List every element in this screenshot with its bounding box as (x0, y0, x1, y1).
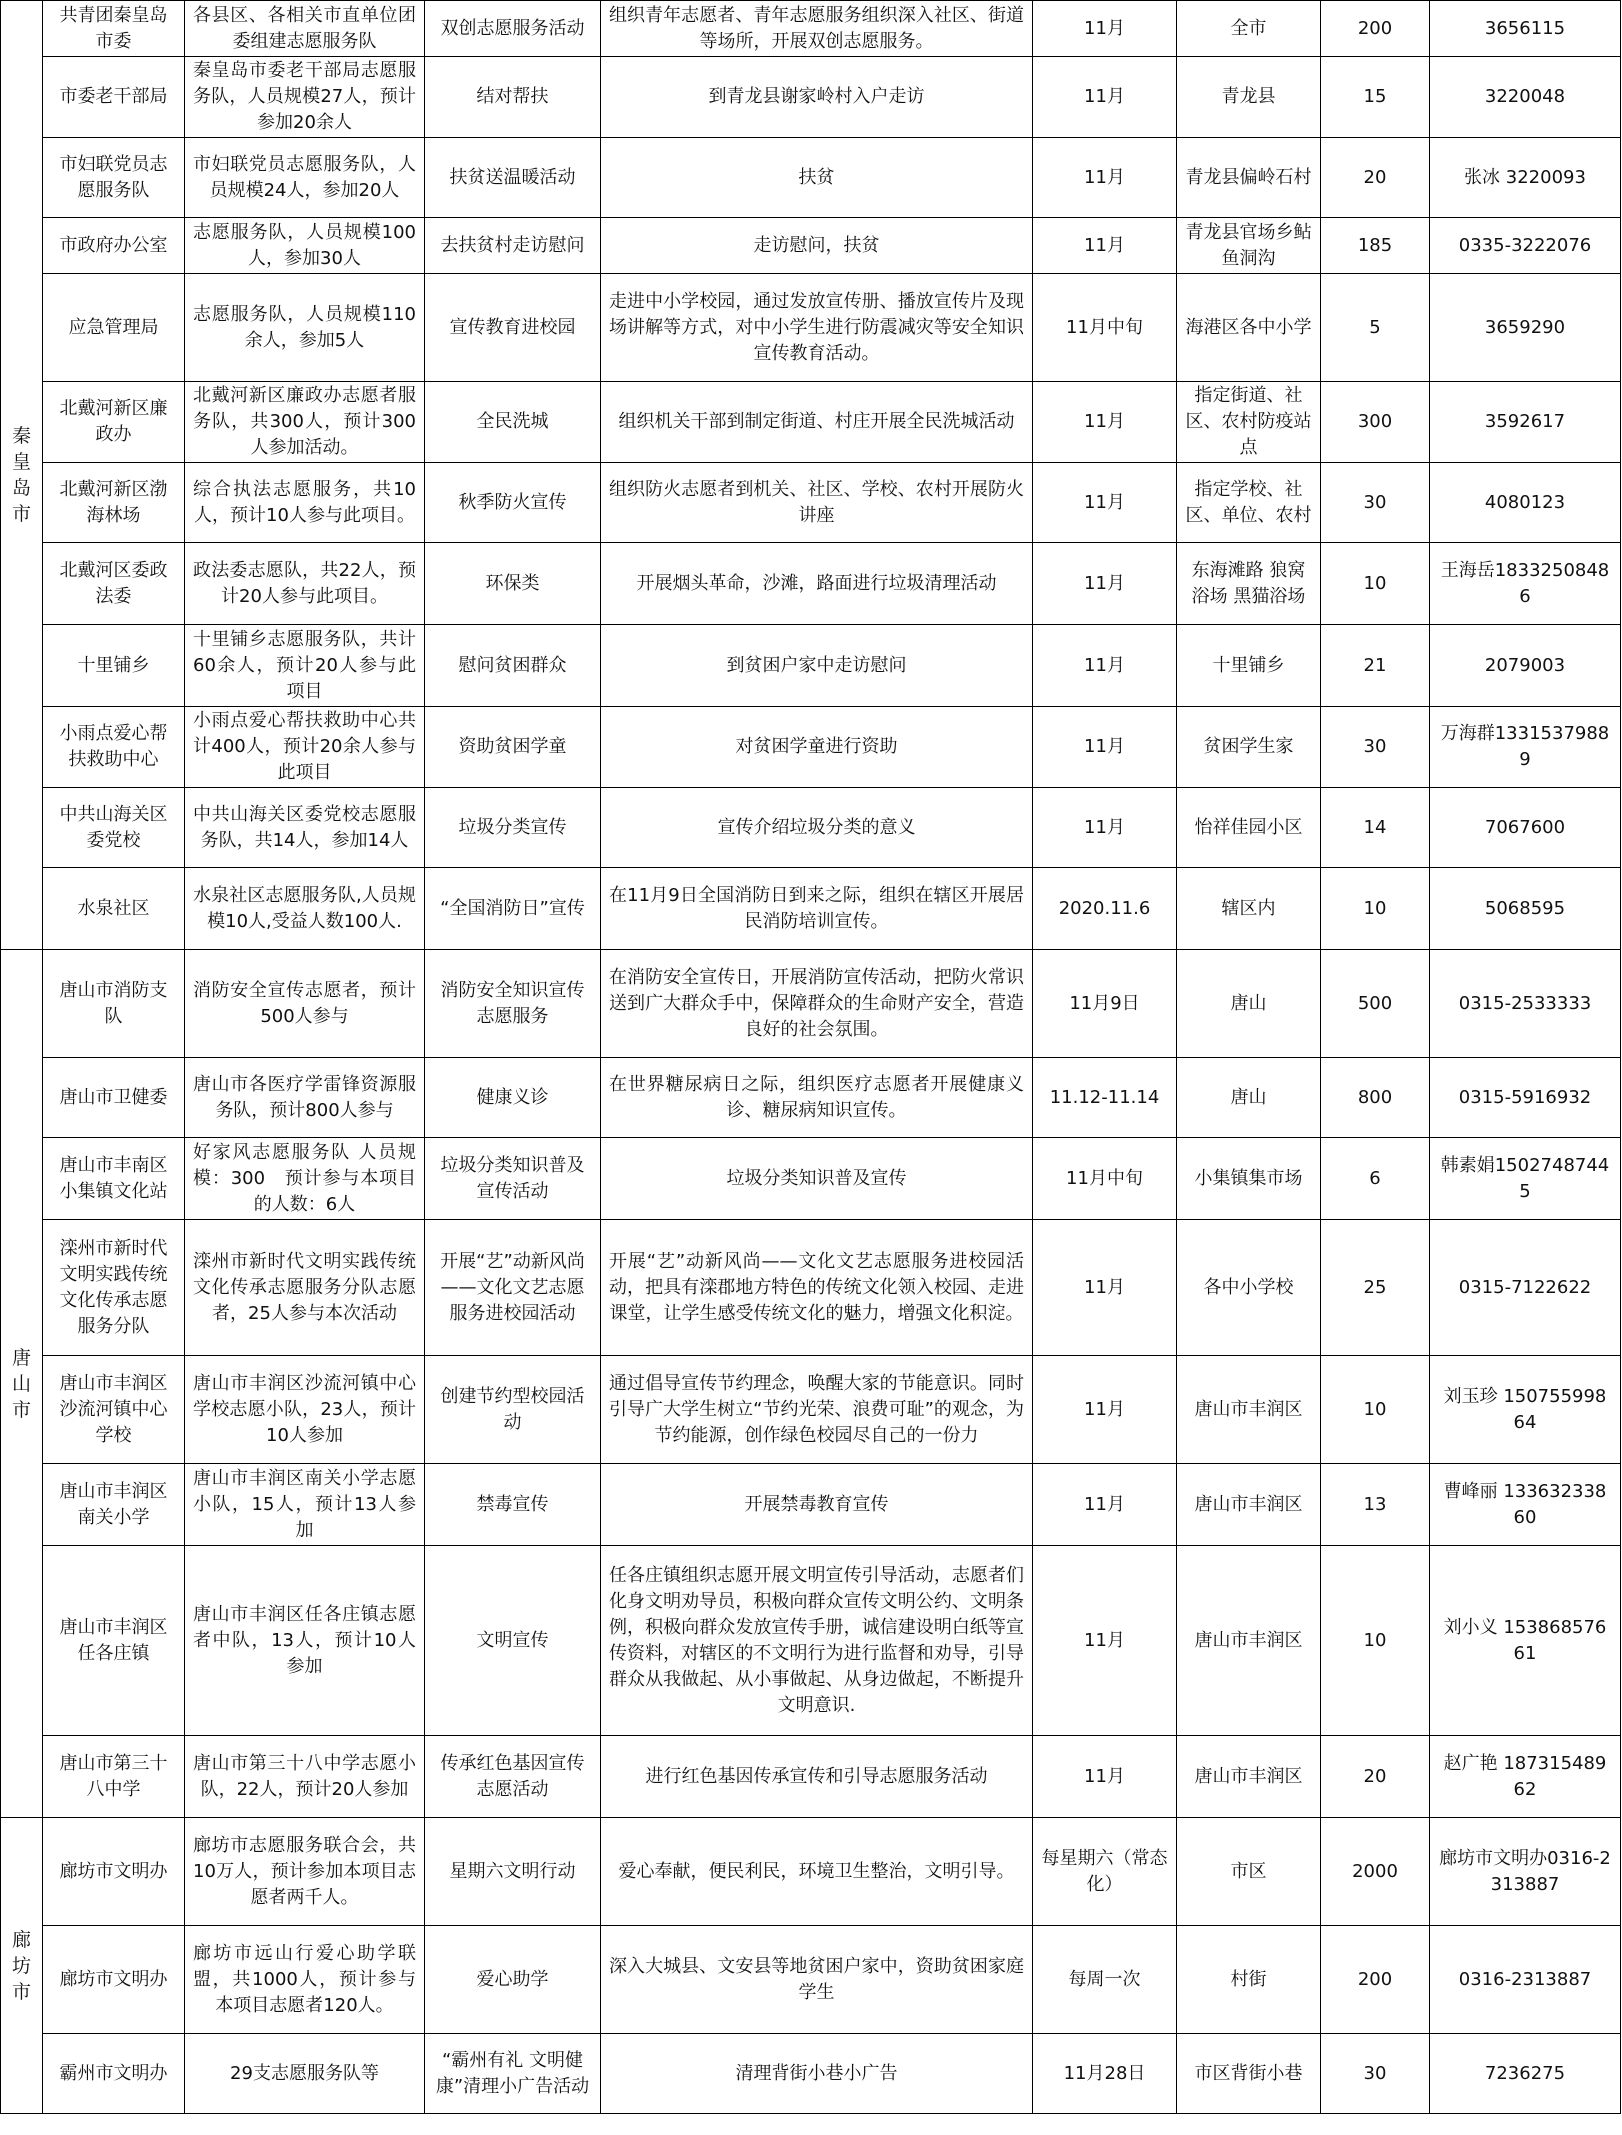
content-cell: 走访慰问，扶贫 (601, 218, 1033, 274)
participant-count-cell: 2000 (1321, 1818, 1430, 1926)
team-cell: 十里铺乡志愿服务队，共计60余人，预计20人参与此项目 (185, 625, 425, 707)
table-row (1, 2034, 1621, 2114)
participant-count-cell: 21 (1321, 625, 1430, 707)
content-cell: 垃圾分类知识普及宣传 (601, 1138, 1033, 1220)
table-row (1, 1220, 1621, 1356)
participant-count-cell: 500 (1321, 950, 1430, 1058)
table-row (1, 625, 1621, 707)
project-cell: 去扶贫村走访慰问 (425, 218, 601, 274)
contact-cell: 0315-5916932 (1430, 1058, 1621, 1138)
contact-cell: 刘玉珍 15075599864 (1430, 1356, 1621, 1464)
table-row (1, 463, 1621, 543)
team-cell: 唐山市丰润区任各庄镇志愿者中队，13人，预计10人参加 (185, 1546, 425, 1736)
place-cell: 唐山市丰润区 (1177, 1464, 1321, 1546)
time-cell: 11.12-11.14 (1033, 1058, 1177, 1138)
table-row (1, 1058, 1621, 1138)
project-cell: 资助贫困学童 (425, 707, 601, 788)
content-cell: 开展“艺”动新风尚——文化文艺志愿服务进校园活动，把具有滦郡地方特色的传统文化领入校园、走进课堂，让学生感受传统文化的魅力，增强文化积淀。 (601, 1220, 1033, 1356)
organization-cell: 北戴河区委政法委 (43, 543, 185, 625)
place-cell: 指定街道、社区、农村防疫站点 (1177, 382, 1321, 463)
organization-cell: 中共山海关区委党校 (43, 788, 185, 868)
participant-count-cell: 30 (1321, 463, 1430, 543)
contact-cell: 0335-3222076 (1430, 218, 1621, 274)
region-cell (1, 1818, 43, 2114)
team-cell: 好家风志愿服务队 人员规模：300 预计参与本项目的人数：6人 (185, 1138, 425, 1220)
organization-cell: 廊坊市文明办 (43, 1926, 185, 2034)
organization-cell: 唐山市卫健委 (43, 1058, 185, 1138)
contact-cell: 0315-2533333 (1430, 950, 1621, 1058)
time-cell: 11月 (1033, 382, 1177, 463)
team-cell: 各县区、各相关市直单位团委组建志愿服务队 (185, 1, 425, 57)
contact-cell: 3220048 (1430, 57, 1621, 138)
place-cell: 小集镇集市场 (1177, 1138, 1321, 1220)
team-cell: 滦州市新时代文明实践传统文化传承志愿服务分队志愿者，25人参与本次活动 (185, 1220, 425, 1356)
participant-count-cell: 10 (1321, 1356, 1430, 1464)
time-cell: 11月 (1033, 788, 1177, 868)
project-cell: 垃圾分类知识普及宣传活动 (425, 1138, 601, 1220)
contact-cell: 万海群13315379889 (1430, 707, 1621, 788)
organization-cell: 小雨点爱心帮扶救助中心 (43, 707, 185, 788)
place-cell: 唐山市丰润区 (1177, 1356, 1321, 1464)
team-cell: 水泉社区志愿服务队,人员规模10人,受益人数100人. (185, 868, 425, 950)
team-cell: 唐山市第三十八中学志愿小队，22人，预计20人参加 (185, 1736, 425, 1818)
participant-count-cell: 200 (1321, 1, 1430, 57)
project-cell: 全民洗城 (425, 382, 601, 463)
project-cell: 环保类 (425, 543, 601, 625)
table-row (1, 1, 1621, 57)
place-cell: 市区 (1177, 1818, 1321, 1926)
organization-cell: 霸州市文明办 (43, 2034, 185, 2114)
participant-count-cell: 20 (1321, 138, 1430, 218)
time-cell: 11月 (1033, 1220, 1177, 1356)
table-body (1, 1, 1621, 2114)
organization-cell: 唐山市第三十八中学 (43, 1736, 185, 1818)
participant-count-cell: 10 (1321, 868, 1430, 950)
time-cell: 11月 (1033, 138, 1177, 218)
region-label: 秦皇岛市 (11, 425, 31, 525)
participant-count-cell: 13 (1321, 1464, 1430, 1546)
time-cell: 11月中旬 (1033, 1138, 1177, 1220)
project-cell: 消防安全知识宣传志愿服务 (425, 950, 601, 1058)
time-cell: 每星期六（常态化） (1033, 1818, 1177, 1926)
table-row (1, 57, 1621, 138)
project-cell: 爱心助学 (425, 1926, 601, 2034)
participant-count-cell: 14 (1321, 788, 1430, 868)
team-cell: 29支志愿服务队等 (185, 2034, 425, 2114)
table-row (1, 218, 1621, 274)
project-cell: 双创志愿服务活动 (425, 1, 601, 57)
content-cell: 任各庄镇组织志愿开展文明宣传引导活动，志愿者们化身文明劝导员，积极向群众宣传文明公约、文明条例，积极向群众发放宣传手册，诚信建设明白纸等宣传资料，对辖区的不文明行为进行监督和劝导，引导群众从我做起、从小事做起、从身边做起，不断提升文明意识. (601, 1546, 1033, 1736)
contact-cell: 0315-7122622 (1430, 1220, 1621, 1356)
time-cell: 11月中旬 (1033, 274, 1177, 382)
time-cell: 11月 (1033, 1546, 1177, 1736)
place-cell: 各中小学校 (1177, 1220, 1321, 1356)
contact-cell: 韩素娟15027487445 (1430, 1138, 1621, 1220)
team-cell: 北戴河新区廉政办志愿者服务队，共300人，预计300人参加活动。 (185, 382, 425, 463)
organization-cell: 市委老干部局 (43, 57, 185, 138)
contact-cell: 刘小义 15386857661 (1430, 1546, 1621, 1736)
time-cell: 11月 (1033, 218, 1177, 274)
participant-count-cell: 10 (1321, 1546, 1430, 1736)
content-cell: 到贫困户家中走访慰问 (601, 625, 1033, 707)
place-cell: 怡祥佳园小区 (1177, 788, 1321, 868)
participant-count-cell: 10 (1321, 543, 1430, 625)
place-cell: 唐山市丰润区 (1177, 1546, 1321, 1736)
table-row (1, 1818, 1621, 1926)
table-row (1, 788, 1621, 868)
content-cell: 进行红色基因传承宣传和引导志愿服务活动 (601, 1736, 1033, 1818)
content-cell: 到青龙县谢家岭村入户走访 (601, 57, 1033, 138)
organization-cell: 北戴河新区廉政办 (43, 382, 185, 463)
place-cell: 唐山市丰润区 (1177, 1736, 1321, 1818)
participant-count-cell: 20 (1321, 1736, 1430, 1818)
contact-cell: 7236275 (1430, 2034, 1621, 2114)
content-cell: 在11月9日全国消防日到来之际，组织在辖区开展居民消防培训宣传。 (601, 868, 1033, 950)
contact-cell: 赵广艳 18731548962 (1430, 1736, 1621, 1818)
team-cell: 小雨点爱心帮扶救助中心共计400人，预计20余人参与此项目 (185, 707, 425, 788)
region-label: 廊坊市 (11, 1928, 31, 2003)
content-cell: 对贫困学童进行资助 (601, 707, 1033, 788)
project-cell: 结对帮扶 (425, 57, 601, 138)
region-cell (1, 1, 43, 950)
time-cell: 11月28日 (1033, 2034, 1177, 2114)
place-cell: 海港区各中小学 (1177, 274, 1321, 382)
organization-cell: 滦州市新时代文明实践传统文化传承志愿服务分队 (43, 1220, 185, 1356)
time-cell: 11月 (1033, 1356, 1177, 1464)
project-cell: 垃圾分类宣传 (425, 788, 601, 868)
participant-count-cell: 15 (1321, 57, 1430, 138)
contact-cell: 曹峰丽 13363233860 (1430, 1464, 1621, 1546)
contact-cell: 0316-2313887 (1430, 1926, 1621, 2034)
contact-cell: 王海岳18332508486 (1430, 543, 1621, 625)
content-cell: 组织防火志愿者到机关、社区、学校、农村开展防火讲座 (601, 463, 1033, 543)
content-cell: 扶贫 (601, 138, 1033, 218)
project-cell: 秋季防火宣传 (425, 463, 601, 543)
contact-cell: 3592617 (1430, 382, 1621, 463)
team-cell: 市妇联党员志愿服务队，人员规模24人，参加20人 (185, 138, 425, 218)
team-cell: 唐山市丰润区沙流河镇中心学校志愿小队，23人，预计10人参加 (185, 1356, 425, 1464)
team-cell: 中共山海关区委党校志愿服务队，共14人，参加14人 (185, 788, 425, 868)
project-cell: 禁毒宣传 (425, 1464, 601, 1546)
contact-cell: 5068595 (1430, 868, 1621, 950)
participant-count-cell: 30 (1321, 707, 1430, 788)
content-cell: 走进中小学校园，通过发放宣传册、播放宣传片及现场讲解等方式，对中小学生进行防震减灾等安全知识宣传教育活动。 (601, 274, 1033, 382)
content-cell: 清理背街小巷小广告 (601, 2034, 1033, 2114)
time-cell: 每周一次 (1033, 1926, 1177, 2034)
team-cell: 政法委志愿队，共22人，预计20人参与此项目。 (185, 543, 425, 625)
content-cell: 开展烟头革命，沙滩，路面进行垃圾清理活动 (601, 543, 1033, 625)
participant-count-cell: 6 (1321, 1138, 1430, 1220)
organization-cell: 唐山市丰润区沙流河镇中心学校 (43, 1356, 185, 1464)
team-cell: 唐山市各医疗学雷锋资源服务队，预计800人参与 (185, 1058, 425, 1138)
project-cell: “霸州有礼 文明健康”清理小广告活动 (425, 2034, 601, 2114)
content-cell: 组织青年志愿者、青年志愿服务组织深入社区、街道等场所，开展双创志愿服务。 (601, 1, 1033, 57)
place-cell: 唐山 (1177, 1058, 1321, 1138)
table-row (1, 382, 1621, 463)
region-label: 唐山市 (11, 1346, 31, 1421)
organization-cell: 唐山市丰南区小集镇文化站 (43, 1138, 185, 1220)
time-cell: 11月 (1033, 543, 1177, 625)
organization-cell: 廊坊市文明办 (43, 1818, 185, 1926)
table-row (1, 1356, 1621, 1464)
content-cell: 在世界糖尿病日之际，组织医疗志愿者开展健康义诊、糖尿病知识宣传。 (601, 1058, 1033, 1138)
region-cell (1, 950, 43, 1818)
organization-cell: 水泉社区 (43, 868, 185, 950)
time-cell: 11月 (1033, 1736, 1177, 1818)
contact-cell: 廊坊市文明办0316-2313887 (1430, 1818, 1621, 1926)
contact-cell: 2079003 (1430, 625, 1621, 707)
project-cell: 开展“艺”动新风尚——文化文艺志愿服务进校园活动 (425, 1220, 601, 1356)
project-cell: 宣传教育进校园 (425, 274, 601, 382)
team-cell: 消防安全宣传志愿者，预计500人参与 (185, 950, 425, 1058)
project-cell: 传承红色基因宣传志愿活动 (425, 1736, 601, 1818)
time-cell: 11月 (1033, 1464, 1177, 1546)
time-cell: 11月 (1033, 57, 1177, 138)
content-cell: 在消防安全宣传日，开展消防宣传活动，把防火常识送到广大群众手中，保障群众的生命财产安全，营造良好的社会氛围。 (601, 950, 1033, 1058)
time-cell: 11月9日 (1033, 950, 1177, 1058)
table-row (1, 1736, 1621, 1818)
team-cell: 廊坊市志愿服务联合会，共10万人，预计参加本项目志愿者两千人。 (185, 1818, 425, 1926)
table-row (1, 138, 1621, 218)
participant-count-cell: 300 (1321, 382, 1430, 463)
organization-cell: 唐山市丰润区南关小学 (43, 1464, 185, 1546)
organization-cell: 共青团秦皇岛市委 (43, 1, 185, 57)
organization-cell: 唐山市丰润区任各庄镇 (43, 1546, 185, 1736)
contact-cell: 7067600 (1430, 788, 1621, 868)
organization-cell: 北戴河新区渤海林场 (43, 463, 185, 543)
place-cell: 村街 (1177, 1926, 1321, 2034)
content-cell: 组织机关干部到制定街道、村庄开展全民洗城活动 (601, 382, 1033, 463)
team-cell: 综合执法志愿服务，共10人，预计10人参与此项目。 (185, 463, 425, 543)
contact-cell: 3656115 (1430, 1, 1621, 57)
team-cell: 志愿服务队，人员规模100人，参加30人 (185, 218, 425, 274)
time-cell: 11月 (1033, 463, 1177, 543)
place-cell: 指定学校、社区、单位、农村 (1177, 463, 1321, 543)
place-cell: 贫困学生家 (1177, 707, 1321, 788)
content-cell: 宣传介绍垃圾分类的意义 (601, 788, 1033, 868)
organization-cell: 应急管理局 (43, 274, 185, 382)
place-cell: 青龙县偏岭石村 (1177, 138, 1321, 218)
table-row (1, 274, 1621, 382)
place-cell: 东海滩路 狼窝浴场 黑猫浴场 (1177, 543, 1321, 625)
participant-count-cell: 185 (1321, 218, 1430, 274)
table-row (1, 1926, 1621, 2034)
project-cell: 创建节约型校园活动 (425, 1356, 601, 1464)
participant-count-cell: 25 (1321, 1220, 1430, 1356)
table-row (1, 1138, 1621, 1220)
content-cell: 通过倡导宣传节约理念，唤醒大家的节能意识。同时引导广大学生树立“节约光荣、浪费可耻”的观念，为节约能源，创作绿色校园尽自己的一份力 (601, 1356, 1033, 1464)
table-row (1, 1464, 1621, 1546)
contact-cell: 3659290 (1430, 274, 1621, 382)
place-cell: 市区背街小巷 (1177, 2034, 1321, 2114)
table-row (1, 950, 1621, 1058)
time-cell: 2020.11.6 (1033, 868, 1177, 950)
team-cell: 志愿服务队，人员规模110余人，参加5人 (185, 274, 425, 382)
table-row (1, 707, 1621, 788)
project-cell: “全国消防日”宣传 (425, 868, 601, 950)
time-cell: 11月 (1033, 707, 1177, 788)
organization-cell: 唐山市消防支队 (43, 950, 185, 1058)
place-cell: 青龙县官场乡鲇鱼洞沟 (1177, 218, 1321, 274)
participant-count-cell: 30 (1321, 2034, 1430, 2114)
project-cell: 健康义诊 (425, 1058, 601, 1138)
place-cell: 青龙县 (1177, 57, 1321, 138)
table-row (1, 1546, 1621, 1736)
place-cell: 全市 (1177, 1, 1321, 57)
content-cell: 深入大城县、文安县等地贫困户家中，资助贫困家庭学生 (601, 1926, 1033, 2034)
organization-cell: 市妇联党员志愿服务队 (43, 138, 185, 218)
content-cell: 开展禁毒教育宣传 (601, 1464, 1033, 1546)
place-cell: 十里铺乡 (1177, 625, 1321, 707)
organization-cell: 十里铺乡 (43, 625, 185, 707)
table-row (1, 868, 1621, 950)
organization-cell: 市政府办公室 (43, 218, 185, 274)
participant-count-cell: 5 (1321, 274, 1430, 382)
participant-count-cell: 200 (1321, 1926, 1430, 2034)
contact-cell: 张冰 3220093 (1430, 138, 1621, 218)
place-cell: 辖区内 (1177, 868, 1321, 950)
project-cell: 星期六文明行动 (425, 1818, 601, 1926)
contact-cell: 4080123 (1430, 463, 1621, 543)
place-cell: 唐山 (1177, 950, 1321, 1058)
time-cell: 11月 (1033, 1, 1177, 57)
project-cell: 文明宣传 (425, 1546, 601, 1736)
team-cell: 廊坊市远山行爱心助学联盟，共1000人，预计参与本项目志愿者120人。 (185, 1926, 425, 2034)
team-cell: 秦皇岛市委老干部局志愿服务队，人员规模27人，预计参加20余人 (185, 57, 425, 138)
project-cell: 慰问贫困群众 (425, 625, 601, 707)
team-cell: 唐山市丰润区南关小学志愿小队，15人，预计13人参加 (185, 1464, 425, 1546)
project-cell: 扶贫送温暖活动 (425, 138, 601, 218)
participant-count-cell: 800 (1321, 1058, 1430, 1138)
content-cell: 爱心奉献，便民利民，环境卫生整治，文明引导。 (601, 1818, 1033, 1926)
table-row (1, 543, 1621, 625)
time-cell: 11月 (1033, 625, 1177, 707)
